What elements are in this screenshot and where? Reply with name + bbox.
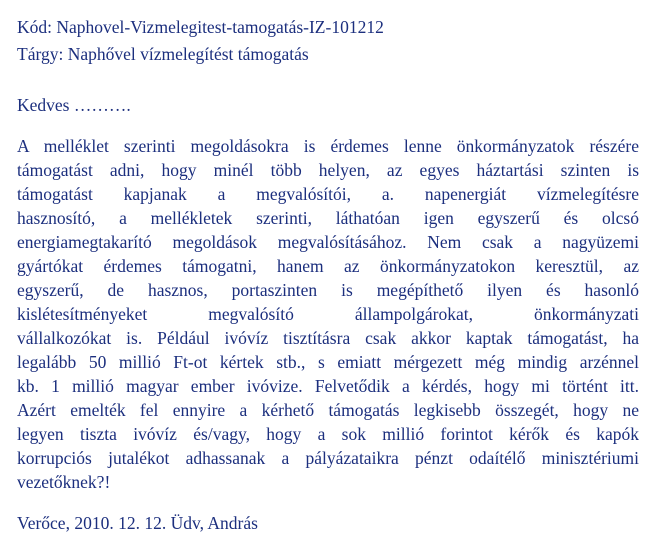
body-line: egyszerű, de hasznos, portaszinten is megépíthető ilyen és hasonló <box>17 280 639 300</box>
body-line: kb. 1 millió magyar ember ivóvize. Felvetődik a kérdés, hogy mi történt itt. <box>17 376 639 396</box>
body-line: támogatást adni, hogy minél több helyen, az egyes háztartási szinten is <box>17 160 639 180</box>
signature-line: Verőce, 2010. 12. 12. Üdv, András <box>17 513 258 533</box>
body-line: Azért emelték fel ennyire a kérhető támogatás legkisebb összegét, hogy ne <box>17 400 639 420</box>
body-line: A melléklet szerinti megoldásokra is érdemes lenne önkormányzatok részére <box>17 136 639 156</box>
body-line: vállalkozókat is. Például ivóvíz tisztításra csak akkor kaptak támogatást, ha <box>17 328 639 348</box>
greeting: Kedves ………. <box>17 95 131 115</box>
body-line: kislétesítményeket megvalósító állampolgárokat, önkormányzati <box>17 304 639 324</box>
body-line: hasznosító, a mellékletek szerinti, láthatóan igen egyszerű és olcsó <box>17 208 639 228</box>
document-code-line: Kód: Naphovel-Vizmelegitest-tamogatás-IZ-101212 <box>17 17 384 37</box>
document-subject-line: Tárgy: Naphővel vízmelegítést támogatás <box>17 44 309 64</box>
body-line: legalább 50 millió Ft-ot kértek stb., s emiatt mérgezett még mindig arzénnel <box>17 352 639 372</box>
body-line: támogatást kapjanak a megvalósítói, a. napenergiát vízmelegítésre <box>17 184 639 204</box>
body-line: vezetőknek?! <box>17 472 111 492</box>
body-line: energiamegtakarító megoldások megvalósításához. Nem csak a nagyüzemi <box>17 232 639 252</box>
body-line: gyártókat érdemes támogatni, hanem az önkormányzatokon keresztül, az <box>17 256 639 276</box>
body-line: korrupciós jutalékot adhassanak a pályázataikra pénzt odaítélő minisztériumi <box>17 448 639 468</box>
body-line: legyen tiszta ivóvíz és/vagy, hogy a sok millió forintot kérők és kapók <box>17 424 639 444</box>
